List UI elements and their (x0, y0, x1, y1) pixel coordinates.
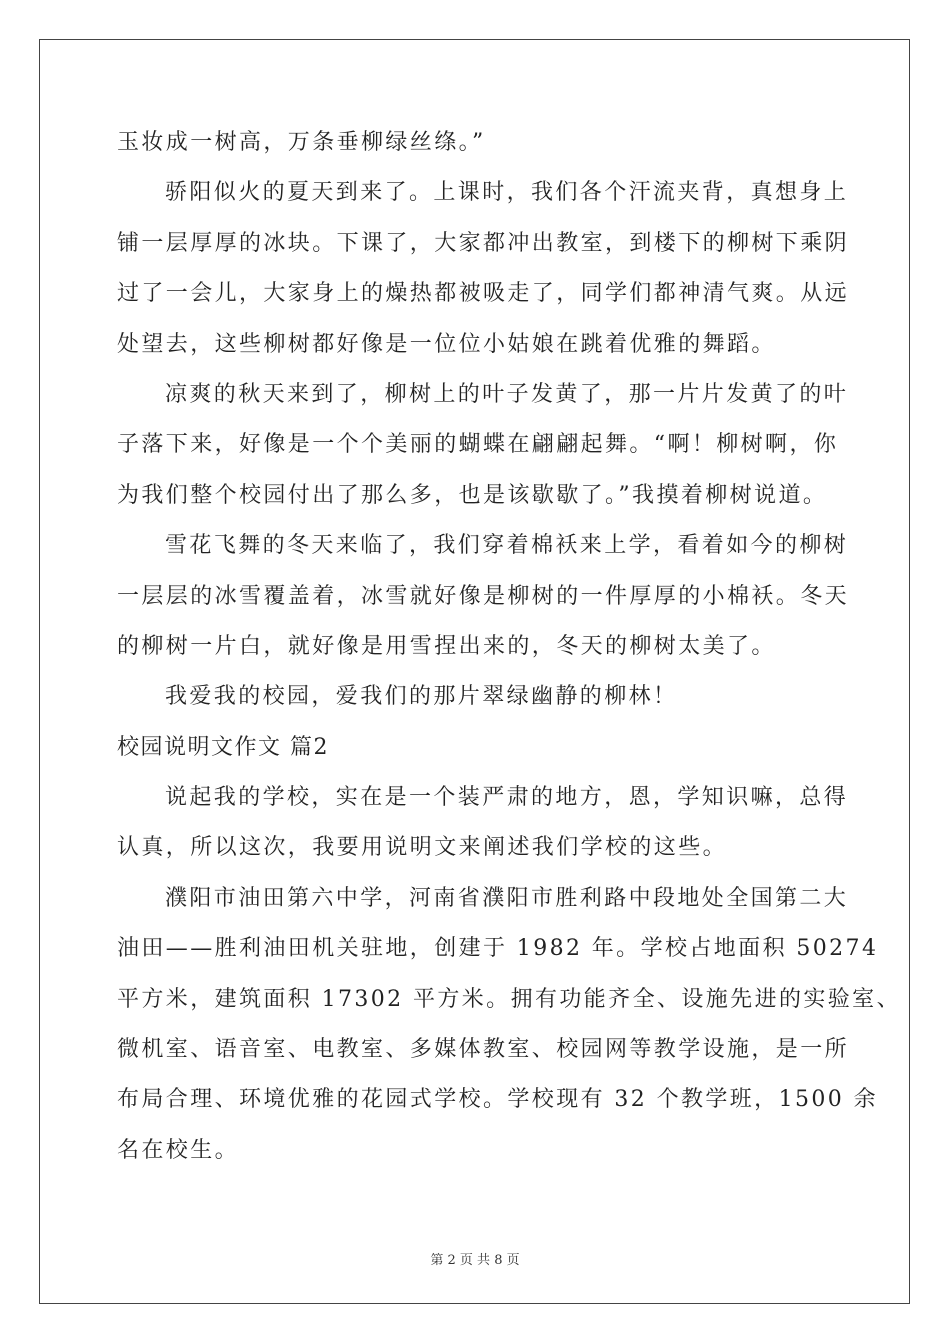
text-line-10: 一层层的冰雪覆盖着，冰雪就好像是柳树的一件厚厚的小棉袄。冬天 (117, 583, 850, 609)
text-line-7: 子落下来，好像是一个个美丽的蝴蝶在翩翩起舞。“啊！柳树啊，你 (117, 432, 839, 458)
text-line-15: 认真，所以这次，我要用说明文来阐述我们学校的这些。 (117, 835, 728, 861)
text-line-20: 布局合理、环境优雅的花园式学校。学校现有 32 个教学班，1500 余 (117, 1087, 878, 1113)
text-line-18: 平方米，建筑面积 17302 平方米。拥有功能齐全、设施先进的实验室、 (117, 986, 901, 1012)
text-line-11: 的柳树一片白，就好像是用雪捏出来的，冬天的柳树太美了。 (117, 633, 776, 659)
page-number-footer: 第 2 页 共 8 页 (430, 1253, 520, 1268)
text-line-8: 为我们整个校园付出了那么多，也是该歇歇了。”我摸着柳树说道。 (117, 482, 828, 508)
text-line-5: 处望去，这些柳树都好像是一位位小姑娘在跳着优雅的舞蹈。 (117, 331, 776, 357)
text-line-21: 名在校生。 (117, 1137, 240, 1163)
text-line-14: 说起我的学校，实在是一个装严肃的地方，恩，学知识嘛，总得 (165, 785, 849, 811)
text-line-3: 铺一层厚厚的冰块。下课了，大家都冲出教室，到楼下的柳树下乘阴 (117, 230, 850, 256)
document-body (117, 124, 901, 1182)
text-line-19: 微机室、语音室、电教室、多媒体教室、校园网等教学设施，是一所 (117, 1037, 850, 1063)
text-line-9: 雪花飞舞的冬天来临了，我们穿着棉袄来上学，看着如今的柳树 (165, 533, 849, 559)
text-line-4: 过了一会儿，大家身上的燥热都被吸走了，同学们都神清气爽。从远 (117, 281, 850, 307)
text-line-1: 玉妆成一树高，万条垂柳绿丝绦。” (117, 130, 486, 155)
text-line-6: 凉爽的秋天来到了，柳树上的叶子发黄了，那一片片发黄了的叶 (165, 381, 849, 407)
section-heading: 校园说明文作文 篇2 (117, 734, 329, 760)
text-line-2: 骄阳似火的夏天到来了。上课时，我们各个汗流夹背，真想身上 (165, 180, 849, 206)
text-line-17: 油田——胜利油田机关驻地，创建于 1982 年。学校占地面积 50274 (117, 936, 879, 962)
text-line-12: 我爱我的校园，爱我们的那片翠绿幽静的柳林！ (165, 684, 678, 710)
text-line-16: 濮阳市油田第六中学，河南省濮阳市胜利路中段地处全国第二大 (165, 885, 849, 911)
